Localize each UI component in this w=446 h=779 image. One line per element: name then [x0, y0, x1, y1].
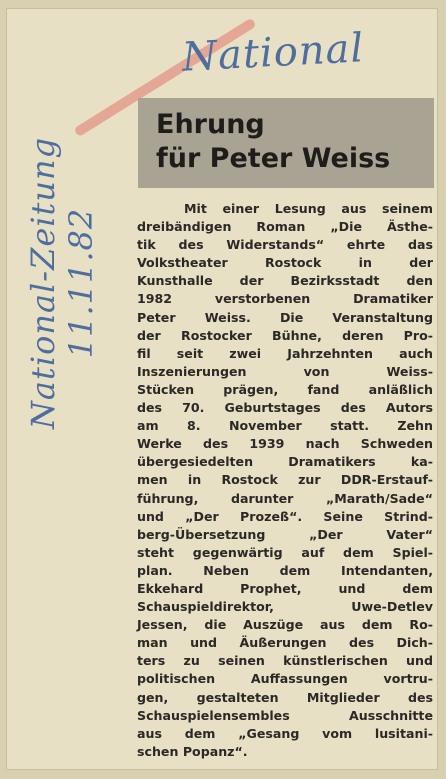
article-body-line: und „Der Prozeß“. Seine Strind- — [137, 508, 433, 524]
article-body-line: Kunsthalle der Bezirksstadt den — [137, 273, 433, 289]
headline-line-1: Ehrung — [156, 109, 265, 140]
article-headline — [156, 108, 426, 176]
article-body-line: plan. Neben dem Intendanten, — [137, 562, 433, 578]
article-body — [137, 200, 433, 761]
article-body-line: Inszenierungen von Weiss- — [137, 363, 433, 379]
handwritten-note-top: National — [180, 25, 366, 81]
article-body-line: steht gegenwärtig auf dem Spiel- — [137, 544, 433, 560]
article-body-line: Peter Weiss. Die Veranstaltung — [137, 309, 433, 325]
article-body-line: Mit einer Lesung aus seinem — [137, 201, 433, 216]
article-body-line: Ekkehard Prophet, und dem — [137, 580, 433, 596]
article-body-line: der Rostocker Bühne, deren Pro- — [137, 327, 433, 343]
article-body-line: Schauspieldirektor, Uwe-Detlev — [137, 599, 433, 615]
article-body-line: ters zu seinen künstlerischen und — [137, 653, 433, 669]
article-body-line: des 70. Geburtstages des Autors — [137, 400, 433, 416]
article-body-line: Schauspielensembles Ausschnitte — [137, 707, 433, 723]
article-body-line: am 8. November statt. Zehn — [137, 418, 433, 434]
article-body-line: men in Rostock zur DDR-Erstauf- — [137, 472, 433, 488]
article-body-line: tik des Widerstands“ ehrte das — [137, 237, 433, 253]
article-body-line: führung, darunter „Marath/Sade“ — [137, 490, 433, 506]
article-body-line: dreibändigen Roman „Die Ästhe- — [137, 219, 433, 235]
article-body-line: man und Äußerungen des Dich- — [137, 635, 433, 651]
article-body-line: übergesiedelten Dramatikers ka- — [137, 454, 433, 470]
article-body-line: schen Popanz“. — [137, 743, 248, 759]
handwritten-note-side: National-Zeitung 11.11.82 — [24, 136, 100, 430]
article-body-line: gen, gestalteten Mitglieder des — [137, 689, 433, 705]
headline-line-2: für Peter Weiss — [156, 143, 391, 174]
article-body-line: Volkstheater Rostock in der — [137, 255, 433, 271]
article-body-line: aus dem „Gesang vom lusitani- — [137, 725, 433, 741]
article-body-line: berg-Übersetzung „Der Vater“ — [137, 526, 433, 542]
article-body-line: politischen Auffassungen vortru- — [137, 671, 433, 687]
article-body-line: Jessen, die Auszüge aus dem Ro- — [137, 617, 433, 633]
article-body-line: Werke des 1939 nach Schweden — [137, 436, 433, 452]
article-body-line: Stücken prägen, fand anläßlich — [137, 381, 433, 397]
article-body-line: fil seit zwei Jahrzehnten auch — [137, 345, 433, 361]
article-body-line: 1982 verstorbenen Dramatiker — [137, 291, 433, 307]
